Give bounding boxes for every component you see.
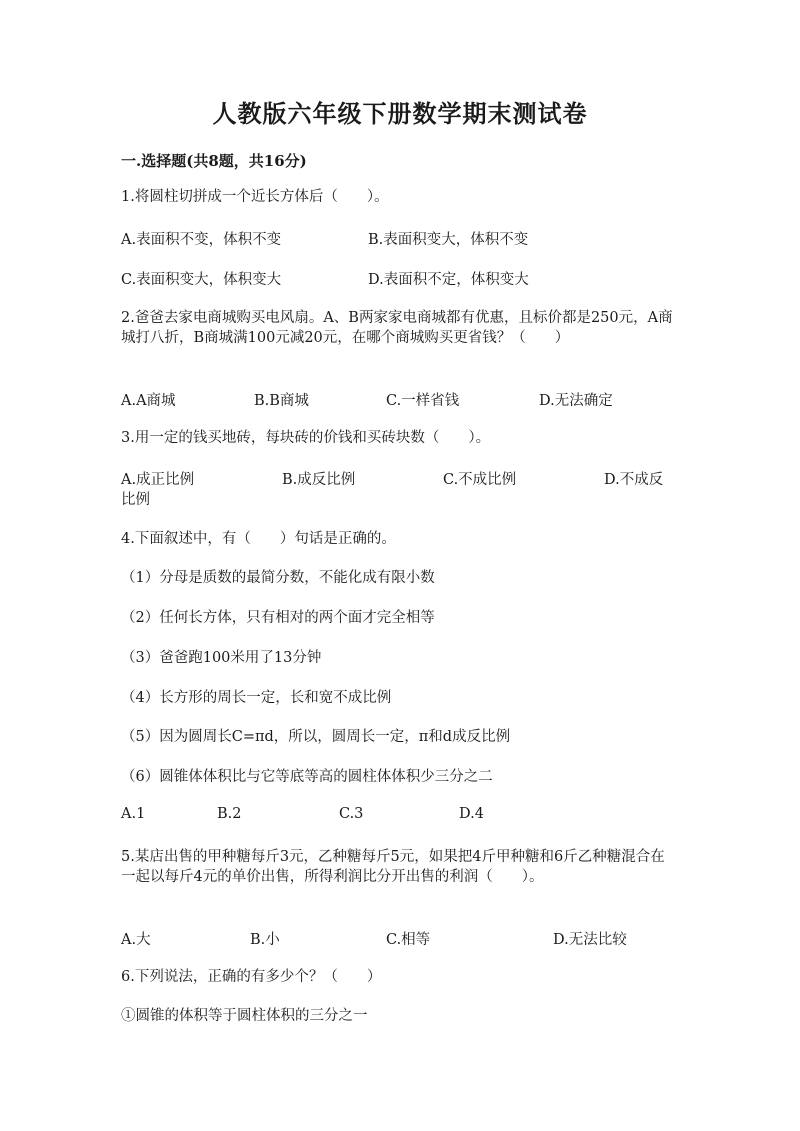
- question-4-statement-2: （2）任何长方体，只有相对的两个面才完全相等: [121, 610, 435, 626]
- question-4-option-b: B.2: [217, 806, 242, 822]
- question-3-option-b: B.成反比例: [282, 472, 356, 488]
- question-4-option-c: C.3: [339, 806, 364, 822]
- question-4-statement-5: （5）因为圆周长C=πd，所以，圆周长一定，π和d成反比例: [121, 729, 511, 745]
- question-3-option-a: A.成正比例: [121, 472, 195, 488]
- section-heading: 一.选择题(共8题，共16分): [121, 152, 307, 170]
- question-4-option-d: D.4: [459, 806, 484, 822]
- question-3-option-c: C.不成比例: [443, 472, 517, 488]
- question-5-stem: 5.某店出售的甲种糖每斤3元，乙种糖每斤5元，如果把4斤甲种糖和6斤乙种糖混合在一起以每斤4元的单价出售，所得利润比分开出售的利润（ ）。: [121, 849, 665, 885]
- question-5-option-d: D.无法比较: [553, 932, 627, 948]
- question-4-statement-6: （6）圆锥体体积比与它等底等高的圆柱体体积少三分之二: [121, 769, 493, 785]
- question-5-option-a: A.大: [121, 932, 151, 948]
- question-1-option-a: A.表面积不变，体积不变: [121, 232, 282, 248]
- page-title: 人教版六年级下册数学期末测试卷: [212, 99, 588, 128]
- question-3-option-d: D.不成反: [604, 472, 664, 488]
- question-2-option-b: B.B商城: [254, 393, 309, 409]
- question-1-stem: 1.将圆柱切拼成一个近长方体后（ ）。: [121, 189, 389, 205]
- question-4-statement-4: （4）长方形的周长一定，长和宽不成比例: [121, 690, 392, 706]
- question-5-option-b: B.小: [250, 932, 280, 948]
- question-4-stem: 4.下面叙述中，有（ ）句话是正确的。: [121, 531, 396, 547]
- question-5-option-c: C.相等: [386, 932, 431, 948]
- question-6-stem: 6.下列说法，正确的有多少个？（ ）: [121, 969, 382, 985]
- question-4-statement-1: （1）分母是质数的最简分数，不能化成有限小数: [121, 570, 435, 586]
- question-3-stem: 3.用一定的钱买地砖，每块砖的价钱和买砖块数（ ）。: [121, 430, 491, 446]
- question-2-option-a: A.A商城: [121, 393, 176, 409]
- question-6-statement-1: ①圆锥的体积等于圆柱体积的三分之一: [121, 1008, 368, 1024]
- question-3-option-d-continued: 比例: [121, 492, 150, 508]
- question-2-stem: 2.爸爸去家电商城购买电风扇。A、B两家家电商城都有优惠，且标价都是250元，A商城打八折，B商城满100元减20元，在哪个商城购买更省钱？（ ）: [121, 310, 673, 346]
- question-4-option-a: A.1: [121, 806, 146, 822]
- question-2-option-c: C.一样省钱: [386, 393, 460, 409]
- question-4-statement-3: （3）爸爸跑100米用了13分钟: [121, 650, 322, 666]
- question-2-option-d: D.无法确定: [539, 393, 613, 409]
- question-1-option-b: B.表面积变大，体积不变: [368, 232, 529, 248]
- question-1-option-c: C.表面积变大，体积变大: [121, 272, 282, 288]
- question-1-option-d: D.表面积不定，体积变大: [368, 272, 529, 288]
